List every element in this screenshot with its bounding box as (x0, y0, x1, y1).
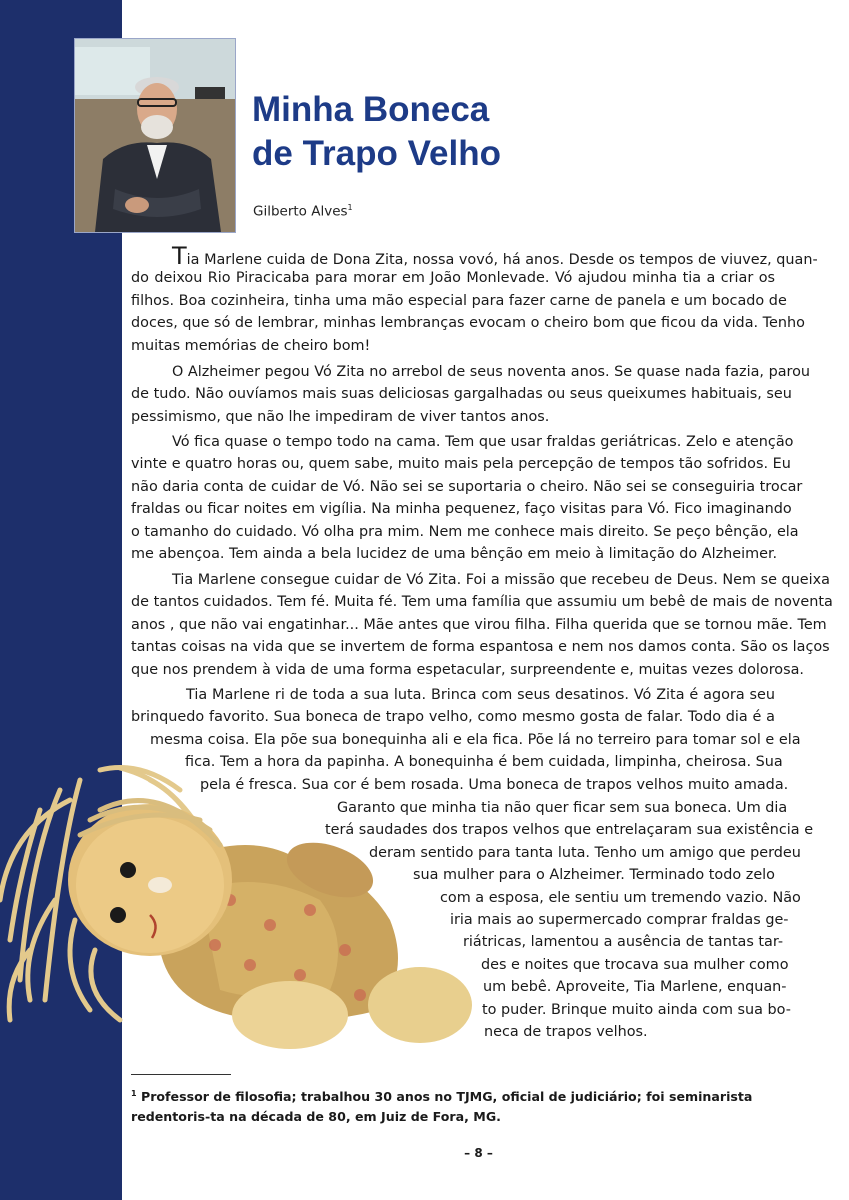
text-line: tantas coisas na vida que se invertem de forma espantosa e nem nos damos conta. São os laços (131, 639, 830, 656)
text-line: doces, que só de lembrar, minhas lembranças evocam o cheiro bom que ficou da vida. Tenho (131, 315, 805, 332)
text-line: O Alzheimer pegou Vó Zita no arrebol de seus noventa anos. Se quase nada fazia, parou (172, 364, 811, 380)
text-line: de tantos cuidados. Tem fé. Muita fé. Tem uma família que assumiu um bebê de mais de noventa (131, 594, 833, 611)
text-line: um bebê. Aproveite, Tia Marlene, enquan- (483, 979, 787, 996)
text-line: fica. Tem a hora da papinha. A bonequinha é bem cuidada, limpinha, cheirosa. Sua (185, 754, 783, 771)
text-line: anos , que não vai engatinhar... Mãe antes que virou filha. Filha querida que se tornou mãe. Tem (131, 616, 827, 633)
text-line: to puder. Brinque muito ainda com sua bo- (482, 1001, 791, 1018)
text-line: do deixou Rio Piracicaba para morar em João Monlevade. Vó ajudou minha tia a criar os (131, 270, 775, 287)
author-photo (74, 38, 236, 233)
text-line: Tia Marlene consegue cuidar de Vó Zita. Foi a missão que recebeu de Deus. Nem se queixa (172, 572, 830, 588)
text-line: fraldas ou ficar noites em vigília. Na minha pequenez, faço visitas para Vó. Fico imaginando (131, 501, 792, 518)
author-footnote-marker: 1 (347, 203, 353, 212)
text-line: mesma coisa. Ela põe sua bonequinha ali e ela fica. Põe lá no terreiro para tomar sol e ela (150, 731, 801, 748)
author-name: Gilberto Alves (253, 203, 348, 220)
article-title (252, 88, 501, 176)
footnote-marker: 1 (131, 1089, 137, 1098)
text-line: pessimismo, que não lhe impediram de viver tantos anos. (131, 408, 550, 425)
text-line: que nos prendem à vida de uma forma espetacular, surpreendente e, muitas vezes dolorosa. (131, 661, 804, 678)
text-line: de tudo. Não ouvíamos mais suas deliciosas gargalhadas ou seus queixumes habituais, seu (131, 386, 792, 403)
text-line: neca de trapos velhos. (484, 1024, 648, 1040)
text-line: Tia Marlene cuida de Dona Zita, nossa vovó, há anos. Desde os tempos de viuvez, quan- (172, 242, 818, 270)
text-line: filhos. Boa cozinheira, tinha uma mão especial para fazer carne de panela e um bocado de (131, 292, 787, 309)
text-line: sua mulher para o Alzheimer. Terminado todo zelo (413, 867, 775, 884)
page-number: – 8 – (464, 1146, 493, 1160)
author-byline (253, 203, 353, 220)
text-line: com a esposa, ele sentiu um tremendo vazio. Não (440, 889, 801, 906)
text-line: vinte e quatro horas ou, quem sabe, muito mais pela percepção de tempos tão sofridos. Eu (131, 456, 791, 473)
text-line: Tia Marlene ri de toda a sua luta. Brinca com seus desatinos. Vó Zita é agora seu (186, 687, 775, 703)
text-line: terá saudades dos trapos velhos que entrelaçaram sua existência e (325, 822, 814, 839)
text-line: me abençoa. Tem ainda a bela lucidez de uma bênção em meio à limitação do Alzheimer. (131, 546, 778, 562)
text-line: Garanto que minha tia não quer ficar sem sua boneca. Um dia (337, 800, 788, 816)
text-line: muitas memórias de cheiro bom! (131, 337, 371, 354)
text-line: pela é fresca. Sua cor é bem rosada. Uma boneca de trapos velhos muito amada. (200, 776, 789, 793)
text-line: deram sentido para tanta luta. Tenho um amigo que perdeu (369, 844, 801, 861)
rag-doll-illustration (0, 750, 480, 1050)
footnote-text: Professor de filosofia; trabalhou 30 anos no TJMG, oficial de judiciário; foi seminarista redentoris-ta na década de 80, em Juiz de Fora, MG. (131, 1089, 753, 1125)
text-line: Vó fica quase o tempo todo na cama. Tem que usar fraldas geriátricas. Zelo e atenção (172, 434, 794, 450)
text-line: iria mais ao supermercado comprar fraldas ge- (450, 912, 789, 928)
title-line-1: Minha Boneca (252, 90, 490, 129)
text-line: não daria conta de cuidar de Vó. Não sei se suportaria o cheiro. Não sei se conseguiria trocar (131, 478, 803, 495)
text-line: o tamanho do cuidado. Vó olha pra mim. Nem me conhece mais direito. Se peço bênção, ela (131, 523, 799, 540)
author-portrait-illustration (75, 39, 235, 232)
title-line-2: de Trapo Velho (252, 134, 501, 173)
footnote (131, 1084, 775, 1127)
text-line: brinquedo favorito. Sua boneca de trapo velho, como mesmo gosta de falar. Todo dia é a (131, 709, 775, 726)
text-line: riátricas, lamentou a ausência de tantas tar- (463, 934, 784, 951)
text-line: des e noites que trocava sua mulher como (481, 956, 789, 973)
footnote-divider (131, 1074, 231, 1075)
